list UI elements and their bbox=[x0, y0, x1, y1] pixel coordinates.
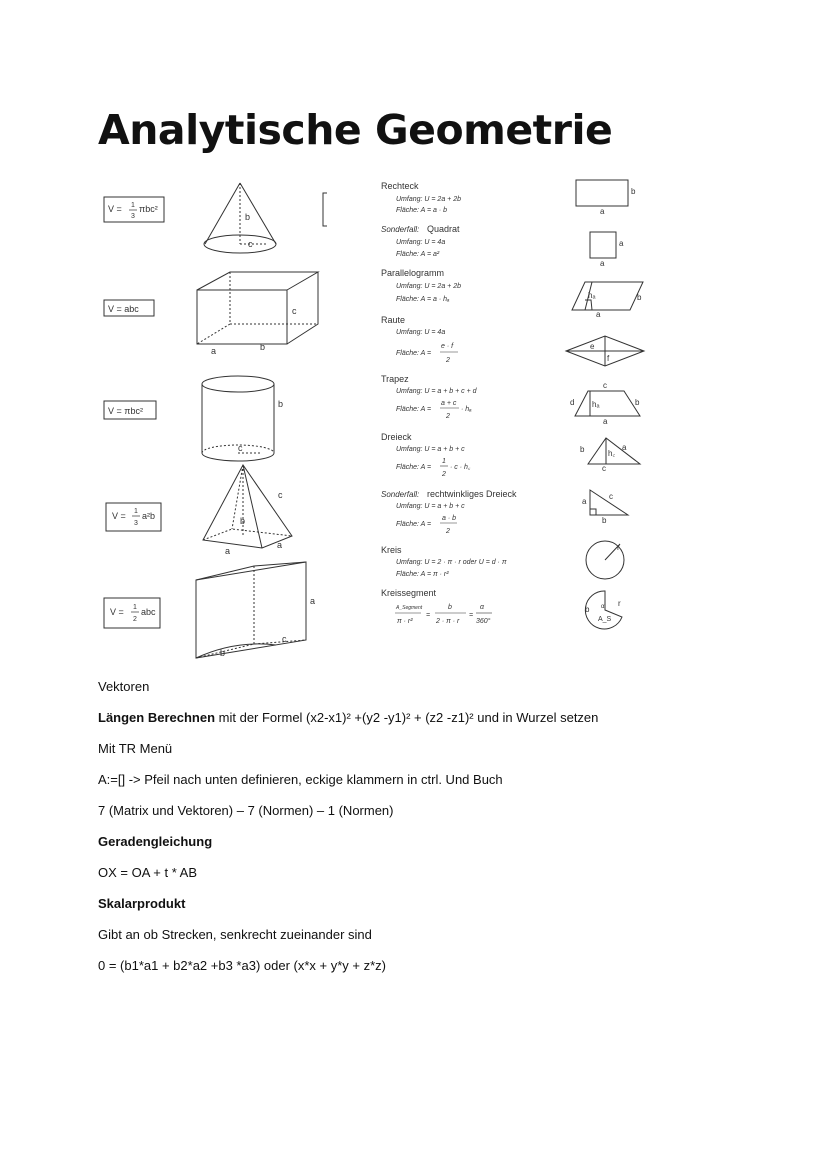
svg-text:Umfang: U = 4a: Umfang: U = 4a bbox=[396, 329, 446, 336]
svg-text:a: a bbox=[582, 497, 587, 506]
svg-text:πbc²: πbc² bbox=[139, 204, 158, 214]
svg-text:V =: V = bbox=[112, 511, 126, 521]
svg-text:b: b bbox=[220, 648, 226, 658]
svg-text:f: f bbox=[607, 354, 610, 363]
note-tr-menu: Mit TR Menü bbox=[98, 741, 173, 756]
svg-text:b: b bbox=[637, 293, 642, 302]
svg-text:Parallelogramm: Parallelogramm bbox=[381, 268, 445, 278]
svg-text:Raute: Raute bbox=[381, 315, 406, 325]
svg-text:Fläche: A =: Fläche: A = bbox=[396, 521, 432, 528]
formula-sheet-image bbox=[0, 170, 828, 670]
svg-text:b: b bbox=[260, 342, 266, 352]
note-define-matrix: A:=[] -> Pfeil nach unten definieren, eckige klammern in ctrl. Und Buch bbox=[98, 772, 503, 787]
svg-text:V =: V = bbox=[110, 607, 124, 617]
svg-text:Sonderfall:: Sonderfall: bbox=[381, 225, 420, 234]
svg-text:c: c bbox=[282, 634, 287, 644]
svg-text:Rechteck: Rechteck bbox=[381, 181, 419, 191]
svg-text:A_Segment: A_Segment bbox=[396, 605, 423, 611]
note-laengen-rest: mit der Formel (x2-x1)² +(y2 -y1)² + (z2 -z1)² und in Wurzel setzen bbox=[215, 710, 599, 725]
svg-text:Fläche: A =: Fläche: A = bbox=[396, 464, 432, 471]
svg-text:a + c: a + c bbox=[441, 400, 457, 407]
svg-text:d: d bbox=[570, 398, 575, 407]
svg-text:a: a bbox=[619, 239, 624, 248]
svg-text:V = πbc²: V = πbc² bbox=[108, 406, 143, 416]
svg-text:A_S: A_S bbox=[598, 616, 612, 623]
svg-text:Fläche: A = π · r²: Fläche: A = π · r² bbox=[396, 571, 449, 578]
svg-text:hₐ: hₐ bbox=[588, 291, 596, 300]
page-title: Analytische Geometrie bbox=[98, 106, 613, 154]
note-laengen-bold: Längen Berechnen bbox=[98, 710, 216, 725]
svg-text:1: 1 bbox=[131, 202, 135, 209]
svg-text:b: b bbox=[245, 212, 251, 222]
section-heading-geradengleichung: Geradengleichung bbox=[98, 834, 213, 849]
svg-text:c: c bbox=[292, 306, 297, 316]
svg-text:V =: V = bbox=[108, 204, 122, 214]
note-orthogonal: Gibt an ob Strecken, senkrecht zueinander sind bbox=[98, 927, 372, 942]
parallelogram-figure bbox=[572, 282, 643, 310]
solid-dimension-labels bbox=[211, 212, 315, 658]
svg-text:h꜀: h꜀ bbox=[608, 449, 616, 458]
svg-text:Fläche: A = a · b: Fläche: A = a · b bbox=[396, 207, 448, 214]
svg-text:1: 1 bbox=[442, 458, 446, 465]
svg-text:b: b bbox=[631, 187, 636, 196]
svg-text:a: a bbox=[225, 546, 231, 556]
svg-text:2: 2 bbox=[446, 413, 450, 420]
svg-text:a: a bbox=[277, 540, 283, 550]
svg-text:=: = bbox=[469, 612, 474, 619]
svg-text:Umfang: U = 2 · π · r oder U: Umfang: U = 2 · π · r oder U = d · π bbox=[396, 559, 507, 566]
svg-text:b: b bbox=[240, 516, 246, 526]
svg-text:Sonderfall:: Sonderfall: bbox=[381, 490, 420, 499]
cylinder-solid bbox=[104, 376, 274, 461]
svg-text:1: 1 bbox=[133, 604, 137, 611]
svg-text:π · r²: π · r² bbox=[397, 618, 413, 625]
svg-text:Umfang: U = 2a + 2b: Umfang: U = 2a + 2b bbox=[396, 196, 461, 203]
svg-text:Kreissegment: Kreissegment bbox=[381, 588, 437, 598]
svg-text:a: a bbox=[603, 417, 608, 426]
svg-text:Quadrat: Quadrat bbox=[427, 224, 460, 234]
svg-text:2 · π · r: 2 · π · r bbox=[436, 618, 460, 625]
svg-text:3: 3 bbox=[134, 520, 138, 527]
svg-text:2: 2 bbox=[446, 528, 450, 535]
svg-text:V = abc: V = abc bbox=[108, 304, 139, 314]
svg-text:c: c bbox=[603, 381, 607, 390]
svg-text:Kreis: Kreis bbox=[381, 545, 402, 555]
plane-formulas bbox=[381, 181, 517, 625]
svg-text:a: a bbox=[310, 596, 316, 606]
note-laengen bbox=[98, 702, 798, 733]
svg-text:Umfang: U = a + b + c + d: Umfang: U = a + b + c + d bbox=[396, 388, 477, 395]
svg-text:360°: 360° bbox=[476, 618, 491, 625]
svg-text:Fläche: A =: Fläche: A = bbox=[396, 350, 432, 357]
svg-text:a: a bbox=[596, 310, 601, 319]
note-book-path: 7 (Matrix und Vektoren) – 7 (Normen) – 1 (Normen) bbox=[98, 803, 394, 818]
svg-text:r: r bbox=[618, 599, 621, 608]
svg-text:e: e bbox=[590, 342, 595, 351]
svg-text:a: a bbox=[211, 346, 217, 356]
svg-text:a: a bbox=[600, 207, 605, 216]
svg-text:2: 2 bbox=[133, 616, 137, 623]
svg-text:2: 2 bbox=[446, 357, 450, 364]
square-figure bbox=[590, 232, 616, 258]
pyramid-solid bbox=[106, 465, 292, 548]
svg-text:Fläche: A = a · hₐ: Fläche: A = a · hₐ bbox=[396, 296, 450, 303]
rectangle-figure bbox=[576, 180, 628, 206]
svg-text:a: a bbox=[622, 443, 627, 452]
svg-text:c: c bbox=[609, 492, 613, 501]
svg-text:r: r bbox=[617, 543, 620, 552]
svg-text:c: c bbox=[238, 443, 243, 453]
svg-text:Umfang: U = a + b + c: Umfang: U = a + b + c bbox=[396, 503, 465, 510]
svg-text:Umfang: U = 2a + 2b: Umfang: U = 2a + 2b bbox=[396, 283, 461, 290]
note-dot-product-formula: 0 = (b1*a1 + b2*a2 +b3 *a3) oder (x*x + y*y + z*z) bbox=[98, 958, 386, 973]
section-heading-vektoren: Vektoren bbox=[98, 679, 150, 694]
svg-text:b: b bbox=[448, 604, 452, 611]
svg-text:Dreieck: Dreieck bbox=[381, 432, 412, 442]
notes-section bbox=[98, 671, 798, 981]
svg-text:Fläche: A = a²: Fläche: A = a² bbox=[396, 251, 440, 258]
svg-text:a: a bbox=[600, 259, 605, 268]
svg-text:rechtwinkliges Dreieck: rechtwinkliges Dreieck bbox=[427, 489, 517, 499]
svg-text:b: b bbox=[585, 605, 590, 614]
note-line-equation: OX = OA + t * AB bbox=[98, 865, 197, 880]
svg-text:b: b bbox=[635, 398, 640, 407]
svg-text:Umfang: U = a + b + c: Umfang: U = a + b + c bbox=[396, 446, 465, 453]
svg-text:Umfang: U = 4a: Umfang: U = 4a bbox=[396, 239, 446, 246]
svg-text:α: α bbox=[601, 604, 605, 610]
svg-text:Trapez: Trapez bbox=[381, 374, 409, 384]
svg-text:2: 2 bbox=[442, 471, 446, 478]
trapezoid-figure bbox=[575, 391, 640, 416]
svg-text:c: c bbox=[602, 464, 606, 473]
rhombus-figure bbox=[566, 336, 644, 366]
svg-text:b: b bbox=[278, 399, 284, 409]
svg-text:b: b bbox=[580, 445, 585, 454]
section-heading-skalarprodukt: Skalarprodukt bbox=[98, 896, 186, 911]
svg-text:hₐ: hₐ bbox=[592, 400, 600, 409]
svg-text:· hₐ: · hₐ bbox=[461, 406, 472, 413]
svg-text:abc: abc bbox=[141, 607, 156, 617]
svg-text:· c · h꜀: · c · h꜀ bbox=[450, 464, 471, 471]
svg-text:b: b bbox=[602, 516, 607, 525]
svg-text:a · b: a · b bbox=[442, 515, 457, 522]
svg-text:3: 3 bbox=[131, 213, 135, 220]
svg-text:α: α bbox=[480, 604, 484, 611]
svg-text:Fläche: A =: Fläche: A = bbox=[396, 406, 432, 413]
svg-text:=: = bbox=[426, 612, 431, 619]
svg-text:1: 1 bbox=[134, 508, 138, 515]
svg-text:c: c bbox=[278, 490, 283, 500]
svg-text:c: c bbox=[248, 239, 253, 249]
svg-text:e · f: e · f bbox=[441, 343, 454, 350]
svg-text:a²b: a²b bbox=[142, 511, 156, 521]
